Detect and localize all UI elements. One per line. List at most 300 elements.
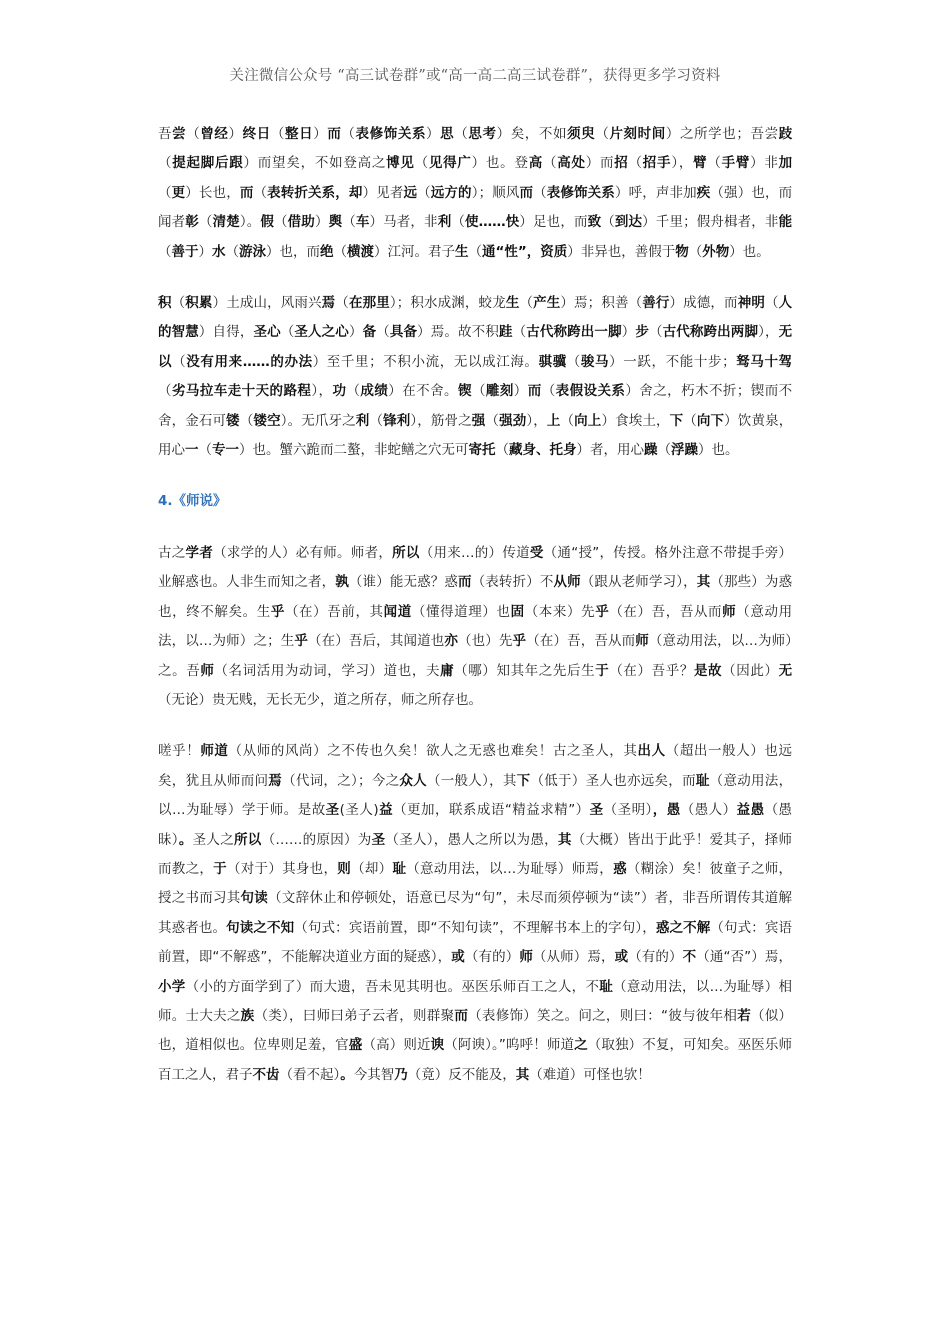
text-run: ）之所学也；吾尝: [665, 126, 779, 142]
bold-term: 表修饰关系: [355, 126, 427, 142]
bold-term: 手臂: [721, 155, 751, 172]
bold-term: 绝: [320, 243, 334, 260]
bold-term: 而: [519, 184, 534, 201]
text-run: ）饮黄泉，用心: [158, 412, 793, 459]
bold-term: 师: [519, 949, 533, 966]
text-run: （: [648, 324, 663, 341]
text-run: （对于）其身也，: [226, 860, 338, 877]
text-run: （: [198, 442, 212, 459]
bold-term: 清楚: [212, 214, 240, 231]
section-heading-shishuo: 4.《师说》: [158, 493, 227, 510]
bold-term: 躁: [644, 442, 658, 459]
text-run: ）在不舍。: [388, 383, 458, 400]
text-run: （在）吾后，其闻道也: [308, 633, 445, 650]
bold-term: 师: [722, 603, 737, 620]
bold-term: 积累: [185, 295, 213, 312]
bold-term: 众人: [399, 772, 427, 789]
text-run: （: [341, 126, 356, 142]
bold-term: 疾: [696, 184, 711, 201]
text-run: ）也，而: [266, 243, 320, 260]
bold-term: 驽马十驾: [735, 353, 793, 370]
text-run: ），: [526, 412, 547, 429]
bold-term: 善行: [642, 295, 670, 312]
bold-term: 乃: [394, 1066, 408, 1083]
text-run: ），: [671, 155, 694, 172]
text-run: （: [198, 214, 213, 231]
bold-term: 于: [595, 662, 610, 679]
text-run: （: [414, 155, 429, 172]
text-run: （代词，之）；今之: [282, 772, 400, 789]
bold-term: 一: [185, 442, 199, 459]
bold-term: 耻: [599, 978, 614, 995]
text-run: ），: [311, 383, 333, 400]
bold-term: 能: [778, 214, 793, 231]
bold-term: 利: [355, 412, 370, 429]
bold-term: 古代称跨出一脚: [526, 324, 622, 341]
text-run: （谁）能无惑？惑: [348, 574, 459, 591]
text-run: （用来…的）传道: [419, 544, 530, 561]
bold-term: 耻: [695, 772, 710, 789]
bold-term: 固: [510, 603, 525, 620]
text-run: ）者，用心: [576, 442, 644, 459]
text-run: （: [280, 324, 295, 341]
text-run: （超出一般人）也远矣，犹且从师而问: [158, 743, 793, 789]
text-run: （: [595, 126, 610, 142]
bold-term: 生: [455, 243, 469, 260]
text-run: 吾: [158, 126, 173, 142]
bold-term: 表转折关系，却: [267, 184, 363, 201]
bold-term: 片刻时间: [609, 126, 666, 142]
text-run: （圣明）: [603, 802, 653, 819]
text-run: ）一跃，不能十步；: [609, 353, 736, 370]
text-run: （: [683, 412, 697, 429]
bold-term: 乎: [512, 633, 527, 650]
bold-term: 圣心: [253, 324, 281, 341]
text-run: （意动用法，以…为师）之。吾: [158, 633, 793, 679]
bold-term: 招: [614, 155, 629, 172]
bold-term: 神明: [737, 295, 765, 312]
bold-term: 假: [260, 214, 275, 231]
bold-term: 是故: [693, 662, 723, 679]
text-run: ）也。登: [471, 155, 529, 172]
bold-term: 于: [213, 860, 227, 877]
text-run: （在）吾，吾从而: [526, 633, 636, 650]
text-run: ）也。蟹六跪而二螯，非蛇鳝之穴无可: [239, 442, 469, 459]
bold-term: 横渡: [347, 243, 374, 260]
bold-term: 族: [240, 1007, 255, 1024]
bold-term: 或: [614, 949, 629, 966]
bold-term: 。: [340, 1066, 354, 1083]
text-run: （意动用法，以…为师）之；生: [158, 603, 793, 650]
bold-term: 骏马: [580, 353, 610, 370]
text-run: （: [333, 243, 347, 260]
bold-term: 生: [505, 295, 520, 312]
text-run: ）焉；积善（: [560, 295, 643, 312]
text-run: （高）则近: [362, 1037, 431, 1054]
text-run: （有的）: [464, 949, 520, 966]
text-run: （从师）焉，: [532, 949, 615, 966]
bold-term: 彰: [185, 214, 199, 231]
text-run: ）非异也，善假于: [567, 243, 676, 260]
bold-term: 加: [778, 155, 793, 172]
bold-term: 积: [158, 295, 172, 312]
text-run: （: [239, 412, 254, 429]
text-run: （意动用法，以…为耻辱）学于师。是故: [158, 772, 793, 819]
bold-term: 专一: [212, 442, 239, 459]
quanxue-section: [158, 120, 792, 465]
text-run: （在）吾，吾从而: [609, 603, 723, 620]
text-run: ）非: [750, 155, 779, 172]
bold-term: 步: [635, 324, 649, 341]
bold-term: 见得广: [428, 155, 472, 172]
text-run: ）成德，而: [669, 295, 738, 312]
bold-term: 下: [669, 412, 684, 429]
text-run: （……的原因）为: [261, 831, 372, 848]
text-run: （: [688, 243, 703, 260]
text-run: （圣人），愚人之所以为愚，: [385, 831, 558, 848]
bold-term: 其: [557, 831, 572, 848]
text-run: （: [417, 184, 431, 201]
bold-term: 须臾: [567, 126, 596, 142]
bold-term: 外物: [702, 243, 730, 260]
text-run: （: [158, 184, 172, 201]
bold-term: 终日: [242, 126, 271, 142]
bold-term: 乎: [294, 633, 308, 650]
text-run: （哪）知其年之先后生: [454, 662, 596, 679]
text-run: ）舍之，朽木不折；锲而不舍，金石可: [158, 383, 793, 429]
bold-term: 曾经: [200, 126, 229, 142]
bold-term: 之: [574, 1037, 588, 1054]
bold-term: 通“性”，资质: [482, 243, 568, 260]
bold-term: 高: [528, 155, 543, 172]
text-run: （: [270, 126, 285, 142]
text-run: （表转折）不: [471, 574, 554, 591]
bold-term: 师道: [200, 743, 229, 760]
bold-term: 镂空: [253, 412, 281, 429]
text-run: （: [533, 184, 547, 201]
text-run: （: [495, 442, 509, 459]
text-run: ）；积水成渊，蛟龙: [389, 295, 506, 312]
bold-term: 乎: [595, 603, 610, 620]
text-run: （取独）不复，可知矣。巫医乐师百工之人，君子: [158, 1037, 793, 1083]
text-run: （: [485, 412, 500, 429]
text-run: （因此）: [722, 662, 779, 679]
text-run: （愚人）: [680, 802, 737, 819]
text-run: （名词活用为动词，学习）道也，夫: [214, 662, 441, 679]
text-run: （表修饰）笑之。问之，则曰：“彼与彼年相: [468, 1007, 738, 1024]
bold-term: 劣马拉车走十天的路程: [171, 383, 312, 400]
text-run: （: [471, 383, 486, 400]
bold-term: 而: [327, 126, 342, 142]
bold-term: 具备: [389, 324, 418, 341]
bold-term: 成绩: [360, 383, 389, 400]
paragraph-quanxue-2: [158, 289, 792, 465]
text-run: ）: [228, 126, 243, 142]
bold-term: 尝: [172, 126, 187, 142]
text-run: （: [225, 243, 239, 260]
bold-term: 闻道: [383, 603, 412, 620]
bold-term: 不: [682, 949, 697, 966]
bold-term: 跂: [778, 126, 793, 142]
text-run: ）矣，不如: [496, 126, 568, 142]
bold-term: 招手: [642, 155, 672, 172]
text-run: ）食埃土，: [601, 412, 670, 429]
text-run: ）足也，而: [519, 214, 588, 231]
bold-term: 物: [675, 243, 689, 260]
text-run: （意动用法，以…为耻辱）师焉，: [406, 860, 614, 877]
bold-term: 上: [546, 412, 561, 429]
text-run: （竟）反不能及，: [407, 1066, 516, 1083]
bold-term: 舆: [328, 214, 343, 231]
bold-term: 向下: [696, 412, 725, 429]
bold-term: 句读: [240, 890, 269, 907]
text-run: （本来）先: [524, 603, 596, 620]
bold-term: 圣: [325, 802, 340, 819]
bold-term: 焉: [268, 772, 283, 789]
bold-term: 表假设关系: [555, 383, 626, 400]
text-run: ）至千里；不积小流，无以成江海。: [312, 353, 539, 370]
bold-term: 所以: [392, 544, 420, 561]
bold-term: 利: [437, 214, 452, 231]
text-run: （小的方面学到了）而大遗，吾未见其明也。巫医乐师百工之人，不: [185, 978, 600, 995]
bold-term: 浮躁: [671, 442, 698, 459]
paragraph-shishuo-2: [158, 737, 792, 1090]
bold-term: 功: [332, 383, 347, 400]
text-run: ）见者: [362, 184, 404, 201]
text-run: （在）吾乎？: [609, 662, 694, 679]
bold-term: 而: [454, 1007, 469, 1024]
bold-term: 句读之不知: [226, 919, 295, 936]
bold-term: 其: [696, 574, 711, 591]
text-run: （在）吾前，其: [284, 603, 384, 620]
bold-term: 其: [515, 1066, 530, 1083]
text-run: ）；顺风: [471, 184, 520, 201]
text-run: (圣人): [339, 802, 379, 819]
bold-term: 若: [737, 1007, 751, 1024]
text-run: （句式：宾语前置，即“不解惑”，不能解决道业方面的疑惑），: [158, 919, 793, 966]
bold-term: 高处: [557, 155, 586, 172]
text-run: （: [601, 214, 615, 231]
text-run: ）: [314, 214, 329, 231]
bold-term: 不齿: [252, 1066, 280, 1083]
text-run: （: [541, 383, 556, 400]
text-run: （: [707, 155, 722, 172]
bold-term: 在那里: [348, 295, 390, 312]
text-run: （类），曰师曰弟子云者，则群聚: [254, 1007, 455, 1024]
bold-term: 焉: [321, 295, 336, 312]
page-header: 关注微信公众号 “高三试卷群”或“高一高二高三试卷群”，获得更多学习资料: [229, 68, 721, 84]
bold-term: 强: [471, 412, 486, 429]
bold-term: 人的智慧: [158, 295, 793, 341]
text-run: （懂得道理）也: [411, 603, 511, 620]
text-run: （阿谀）。”呜呼！师道: [444, 1037, 575, 1054]
bold-term: 更: [171, 184, 186, 201]
bold-term: 则: [337, 860, 352, 877]
text-run: （: [171, 295, 186, 312]
bold-term: 益愚: [736, 802, 765, 819]
bold-term: 师: [635, 633, 649, 650]
text-run: 今其智: [353, 1066, 395, 1083]
bold-term: 惑: [613, 860, 627, 877]
bold-term: 博见: [386, 155, 415, 172]
text-run: ）。: [239, 214, 261, 231]
bold-term: ，愚: [652, 802, 681, 819]
bold-term: 镂: [226, 412, 240, 429]
bold-term: 下: [516, 772, 531, 789]
text-run: ）: [198, 243, 212, 260]
bold-term: 无: [778, 662, 793, 679]
text-run: （: [369, 412, 384, 429]
bold-term: 圣: [589, 802, 604, 819]
bold-term: 思: [440, 126, 455, 142]
paragraph-quanxue-1: [158, 120, 792, 267]
bold-term: 思考: [468, 126, 497, 142]
paragraph-shishuo-1: [158, 539, 792, 715]
text-run: （通“否”）焉，: [696, 949, 792, 966]
bold-term: 古代称跨出两脚: [662, 324, 759, 341]
text-run: （糊涂）矣！彼童子之师，授之书而习其: [158, 860, 793, 907]
text-run: ），筋骨之: [410, 412, 472, 429]
bold-term: 臂: [693, 155, 708, 172]
bold-term: 圣人之心: [294, 324, 349, 341]
bold-term: 没有用来……的办法: [186, 353, 313, 370]
bold-term: 跬: [498, 324, 513, 341]
text-run: ）也。: [729, 243, 770, 260]
bold-term: 锲: [457, 383, 472, 400]
bold-term: 或: [451, 949, 465, 966]
text-run: （从师的风尚）之不传也久矣！欲人之无惑也难矣！古之圣人，其: [228, 743, 638, 760]
bold-term: 耻: [392, 860, 407, 877]
bold-term: 产生: [533, 295, 561, 312]
bold-term: 庸: [440, 662, 455, 679]
text-run: （那些）为惑也，终不解矣。生: [158, 574, 793, 620]
text-run: （却）: [351, 860, 393, 877]
text-run: （通“授”，传授。格外注意不带提手旁）业解惑也。人非生而知之者，: [158, 544, 793, 591]
text-run: （大概）皆出于此乎！爱其子，择师而教之，: [158, 831, 793, 877]
bold-term: 游泳: [239, 243, 266, 260]
text-run: （似）也，道相似也。位卑则足羞，官: [158, 1007, 793, 1054]
bold-term: 盛: [348, 1037, 363, 1054]
bold-term: 。: [178, 831, 193, 848]
bold-term: 孰: [335, 574, 349, 591]
text-run: （: [346, 383, 361, 400]
bold-term: 向上: [574, 412, 602, 429]
bold-term: 谀: [430, 1037, 445, 1054]
bold-term: 表修饰关系: [546, 184, 615, 201]
text-run: ）自得，: [198, 324, 254, 341]
text-run: （: [253, 184, 268, 201]
text-run: 古之: [158, 544, 186, 561]
bold-term: 借助: [287, 214, 315, 231]
bold-term: 乎: [270, 603, 285, 620]
bold-term: 出人: [637, 743, 666, 760]
text-run: ）长也，: [185, 184, 240, 201]
text-run: （: [560, 412, 575, 429]
text-run: （求学的人）必有师。师者，: [213, 544, 393, 561]
bold-term: 惑之不解: [655, 919, 711, 936]
bold-term: 水: [212, 243, 226, 260]
text-run: （: [451, 214, 465, 231]
text-run: （: [566, 353, 581, 370]
text-run: （看不起）: [279, 1066, 341, 1083]
bold-term: 提起脚后跟: [172, 155, 244, 172]
bold-term: 而: [527, 383, 542, 400]
bold-term: 无以: [158, 324, 793, 370]
text-run: （: [764, 295, 779, 312]
text-run: 嗟乎！: [158, 743, 201, 760]
bold-term: 强劲: [499, 412, 527, 429]
text-run: ）千里；假舟楫者，非: [642, 214, 779, 231]
text-run: （有的）: [628, 949, 683, 966]
text-run: （: [468, 243, 482, 260]
bold-term: 善于: [171, 243, 199, 260]
text-run: （意动用法，以…为耻辱）相师。士大夫之: [158, 978, 793, 1024]
bold-term: 受: [529, 544, 544, 561]
bold-term: 而: [239, 184, 254, 201]
text-run: （: [454, 126, 469, 142]
bold-term: 骐骥: [538, 353, 567, 370]
text-run: ）: [621, 324, 636, 341]
shishuo-section: [158, 539, 792, 1090]
bold-term: 而: [458, 574, 472, 591]
text-run: （: [335, 295, 349, 312]
bold-term: 小学: [158, 978, 186, 995]
text-run: （一般人），其: [426, 772, 517, 789]
text-run: （: [158, 155, 173, 172]
document-body: [158, 120, 792, 1090]
bold-term: 雕刻: [485, 383, 514, 400]
text-run: （: [628, 155, 643, 172]
bold-term: 藏身、托身: [509, 442, 577, 459]
text-run: ），: [758, 324, 779, 341]
text-run: （: [342, 214, 356, 231]
bold-term: 远方的: [430, 184, 472, 201]
text-run: （: [376, 324, 390, 341]
bold-term: 师: [200, 662, 215, 679]
text-run: ）马者，非: [369, 214, 438, 231]
bold-term: 所以: [234, 831, 262, 848]
text-run: ）而望矣，不如登高之: [243, 155, 387, 172]
text-run: ）。无爪牙之: [280, 412, 356, 429]
bold-term: 致: [587, 214, 602, 231]
text-run: （无论）贵无贱，无长无少，道之所存，师之所存也。: [158, 691, 482, 708]
text-run: ）也。: [698, 442, 739, 459]
bold-term: 车: [355, 214, 370, 231]
text-run: ）: [313, 126, 328, 142]
bold-term: 到达: [614, 214, 643, 231]
bold-term: 整日: [284, 126, 314, 142]
bold-term: 备: [362, 324, 377, 341]
text-run: （: [512, 324, 527, 341]
text-run: ）土成山，风雨兴: [212, 295, 322, 312]
text-run: ）而: [585, 155, 615, 172]
bold-term: 益: [378, 802, 394, 819]
text-run: （愚昧）: [158, 802, 793, 848]
text-run: （低于）圣人也亦远矣，而: [530, 772, 696, 789]
text-run: ）焉。故不积: [417, 324, 499, 341]
text-run: （也）先: [458, 633, 513, 650]
text-run: （句式：宾语前置，即“不知句读”，不理解书本上的字句），: [294, 919, 656, 936]
text-run: （难道）可怪也欤！: [529, 1066, 651, 1083]
bold-term: 锋利: [383, 412, 411, 429]
text-run: ）: [426, 126, 441, 142]
bold-term: 使……快: [464, 214, 520, 231]
bold-term: 从师: [553, 574, 581, 591]
text-run: （: [274, 214, 288, 231]
bold-term: 圣: [371, 831, 386, 848]
text-run: （: [657, 442, 671, 459]
text-run: （更加，联系成语“精益求精”）: [393, 802, 590, 819]
